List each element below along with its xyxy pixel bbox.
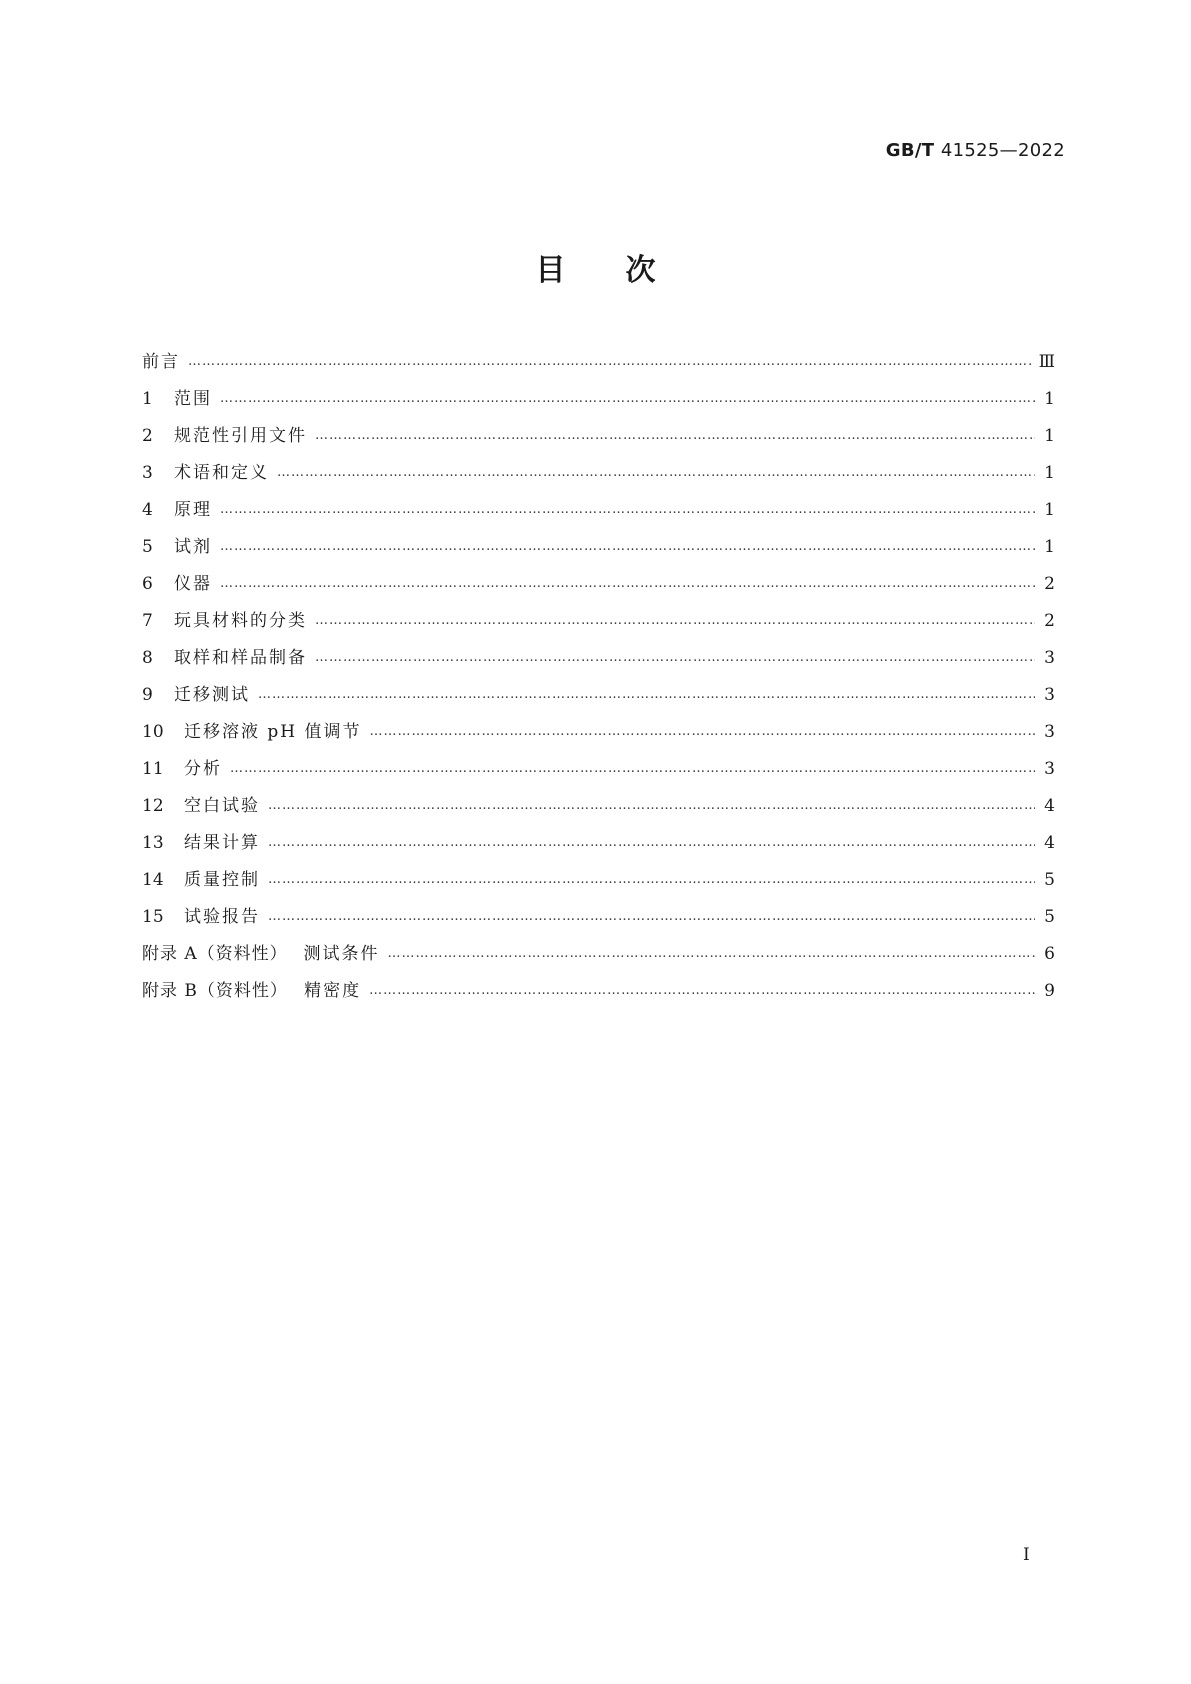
page-title [0,245,1191,289]
toc-label: 前言 [142,352,180,372]
toc-entry-10[interactable] [142,717,1055,754]
toc-section-number: 5 [142,537,153,557]
toc-page-number: 3 [1044,759,1055,779]
toc-entry-15[interactable] [142,902,1055,939]
toc-entry-1[interactable] [142,384,1055,421]
toc-label: 空白试验 [184,796,260,816]
toc-page-number: 6 [1044,944,1055,964]
toc-entry-14[interactable] [142,865,1055,902]
standard-prefix: GB/T [885,140,935,161]
toc-entry-9[interactable] [142,680,1055,717]
toc-section-number: 15 [142,907,164,927]
toc-section-number: 8 [142,648,153,668]
toc-section-number: 3 [142,463,153,483]
toc-section-number: 14 [142,870,164,890]
toc-page-number: 1 [1044,389,1055,409]
toc-section-number: 7 [142,611,153,631]
toc-page-number: 1 [1044,426,1055,446]
toc-entry-8[interactable] [142,643,1055,680]
toc-entry-3[interactable] [142,458,1055,495]
toc-leader-dots [315,650,1035,665]
toc-entry-12[interactable] [142,791,1055,828]
toc-label: 迁移溶液 pH 值调节 [184,722,362,742]
toc-page-number: 1 [1044,537,1055,557]
toc-entry-appendix-b[interactable] [142,976,1055,1013]
toc-label: 仪器 [174,574,212,594]
toc-appendix-title: 精密度 [304,981,362,1001]
toc-leader-dots [315,428,1035,443]
toc-leader-dots [220,539,1035,554]
toc-label: 范围 [174,389,212,409]
toc-leader-dots [268,835,1035,850]
toc-label: 规范性引用文件 [174,426,307,446]
standard-number: 41525—2022 [940,140,1065,161]
toc-leader-dots [220,502,1035,517]
toc-entry-13[interactable] [142,828,1055,865]
toc-label: 试剂 [174,537,212,557]
toc-section-number: 1 [142,389,153,409]
toc-appendix-label: 附录 A（资料性） [142,944,288,964]
toc-section-number: 11 [142,759,164,779]
toc-label: 试验报告 [184,907,260,927]
toc-page-number: 3 [1044,648,1055,668]
toc-page-number: 9 [1044,981,1055,1001]
toc-section-number: 6 [142,574,153,594]
toc-appendix-title: 测试条件 [303,944,380,964]
toc-entry-11[interactable] [142,754,1055,791]
toc-leader-dots [258,687,1035,702]
toc-section-number: 13 [142,833,164,853]
toc-label: 玩具材料的分类 [174,611,307,631]
toc-entry-7[interactable] [142,606,1055,643]
toc-label: 迁移测试 [174,685,250,705]
title-char-2: 次 [625,253,656,288]
toc-leader-dots [268,909,1035,924]
toc-leader-dots [268,798,1035,813]
title-char-1: 目 [535,253,566,288]
toc-leader-dots [220,391,1035,406]
toc-appendix-label: 附录 B（资料性） [142,981,288,1001]
toc-section-number: 10 [142,722,164,742]
toc-entry-foreword[interactable] [142,347,1055,384]
toc-label: 取样和样品制备 [174,648,307,668]
page-number-footer: Ⅰ [1023,1545,1030,1565]
toc-page-number: 1 [1044,463,1055,483]
toc-page-number: 4 [1044,796,1055,816]
toc-label: 结果计算 [184,833,260,853]
toc-page-number: Ⅲ [1038,352,1055,372]
toc-leader-dots [230,761,1035,776]
toc-label: 术语和定义 [174,463,269,483]
toc-leader-dots [370,724,1035,739]
toc-entry-appendix-a[interactable] [142,939,1055,976]
toc-page-number: 4 [1044,833,1055,853]
toc-page-number: 3 [1044,722,1055,742]
toc-entry-2[interactable] [142,421,1055,458]
toc-label: 质量控制 [184,870,260,890]
toc-page-number: 1 [1044,500,1055,520]
toc-page-number: 2 [1044,574,1055,594]
toc-page-number: 5 [1044,870,1055,890]
toc-leader-dots [268,872,1035,887]
toc-leader-dots [220,576,1035,591]
toc-page-number: 2 [1044,611,1055,631]
toc-page-number: 5 [1044,907,1055,927]
toc-section-number: 4 [142,500,153,520]
toc-section-number: 12 [142,796,164,816]
standard-code [886,140,1065,161]
toc-leader-dots [388,946,1035,961]
toc-leader-dots [315,613,1035,628]
toc-label: 分析 [184,759,222,779]
toc-page-number: 3 [1044,685,1055,705]
toc-entry-5[interactable] [142,532,1055,569]
toc-leader-dots [369,983,1035,998]
toc-entry-6[interactable] [142,569,1055,606]
toc-leader-dots [188,354,1031,369]
toc-label: 原理 [174,500,212,520]
toc-entry-4[interactable] [142,495,1055,532]
toc-leader-dots [277,465,1035,480]
toc-section-number: 2 [142,426,153,446]
table-of-contents [142,347,1055,1013]
toc-section-number: 9 [142,685,153,705]
